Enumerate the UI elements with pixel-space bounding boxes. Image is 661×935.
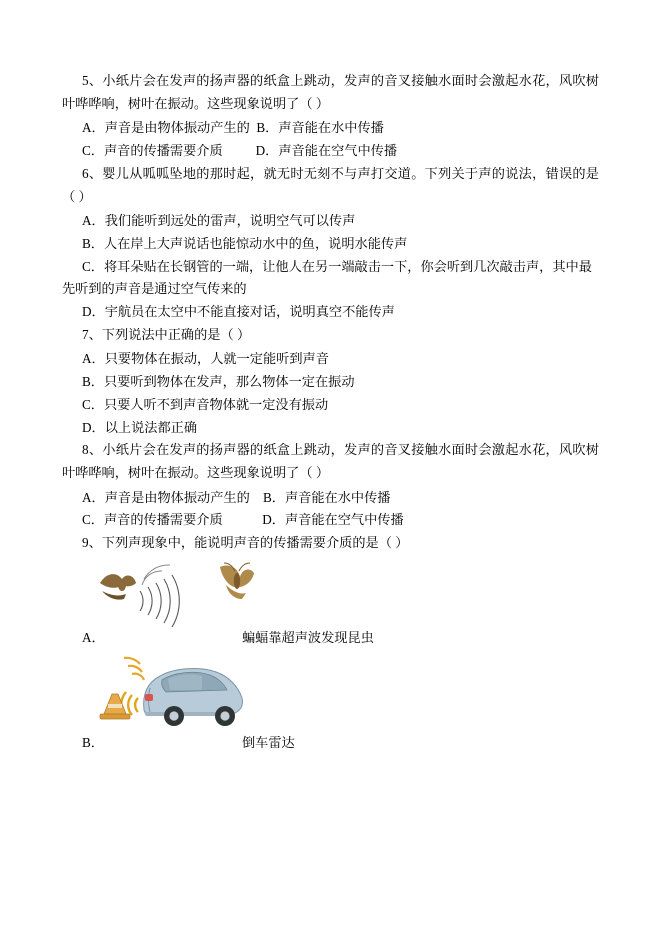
question-option-line: A．声音是由物体振动产生的 B．声音能在水中传播 bbox=[82, 489, 391, 505]
question-option-line: D．以上说法都正确 bbox=[82, 419, 198, 435]
question-option-line: C．声音的传播需要介质 D．声音能在空气中传播 bbox=[82, 143, 398, 159]
question-block-6 bbox=[62, 163, 599, 324]
figure-label-a: A． bbox=[82, 629, 105, 645]
figure-option-b bbox=[62, 654, 599, 753]
figure-caption-a: 蝙蝠靠超声波发现昆虫 bbox=[242, 629, 374, 645]
question-option-line: B．人在岸上大声说话也能惊动水中的鱼，说明水能传声 bbox=[82, 235, 408, 251]
car-reverse-radar-icon bbox=[82, 654, 332, 732]
question-option-line: A．声音是由物体振动产生的 B．声音能在水中传播 bbox=[82, 120, 384, 136]
question-option-line: C．声音的传播需要介质 D．声音能在空气中传播 bbox=[82, 512, 404, 528]
question-option-line: A．只要物体在振动，人就一定能听到声音 bbox=[82, 351, 329, 367]
question-option-line: D．宇航员在太空中不能直接对话，说明真空不能传声 bbox=[82, 304, 395, 320]
question-stem: 8、小纸片会在发声的扬声器的纸盒上跳动，发声的音叉接触水面时会激起水花，风吹树叶哗哗响，树叶在振动。这些现象说明了（ ） bbox=[62, 442, 599, 480]
figure-caption-b: 倒车雷达 bbox=[242, 734, 295, 750]
question-stem: 7、下列说法中正确的是（ ） bbox=[82, 326, 251, 342]
question-block-7 bbox=[62, 324, 599, 440]
question-block-5 bbox=[62, 70, 599, 163]
question-block-9 bbox=[62, 532, 599, 753]
question-stem: 5、小纸片会在发声的扬声器的纸盒上跳动，发声的音叉接触水面时会激起水花，风吹树叶哗哗响，树叶在振动。这些现象说明了（ ） bbox=[62, 73, 599, 111]
question-option-line: C．只要人听不到声音物体就一定没有振动 bbox=[82, 396, 329, 412]
question-option-line: A．我们能听到远处的雷声，说明空气可以传声 bbox=[82, 213, 356, 229]
question-stem: 6、婴儿从呱呱坠地的那时起，就无时无刻不与声打交道。下列关于声的说法，错误的是（ ） bbox=[62, 165, 599, 204]
figure-option-a bbox=[62, 561, 599, 648]
question-option-line: B．只要听到物体在发声，那么物体一定在振动 bbox=[82, 374, 355, 390]
question-stem: 9、下列声现象中，能说明声音的传播需要介质的是（ ） bbox=[82, 535, 409, 551]
figure-label-b: B． bbox=[82, 734, 104, 750]
question-option-line: C．将耳朵贴在长钢管的一端，让他人在另一端敲击一下，你会听到几次敲击声，其中最先听到的声音是通过空气传来的 bbox=[62, 258, 592, 297]
bat-ultrasound-icon bbox=[92, 561, 342, 627]
question-block-8 bbox=[62, 439, 599, 532]
